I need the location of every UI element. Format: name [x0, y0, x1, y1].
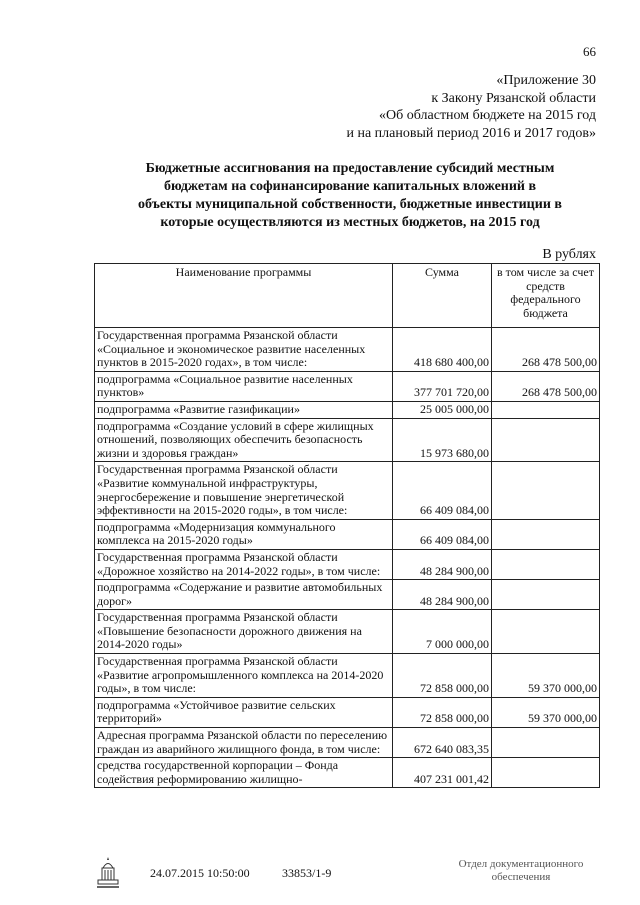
table-row [95, 610, 600, 654]
footer-doc-number: 33853/1-9 [282, 866, 332, 880]
units-label: В рублях [542, 247, 596, 262]
program-name-cell: подпрограмма «Содержание и развитие автомобильных дорог» [95, 580, 393, 610]
program-name-cell: подпрограмма «Создание условий в сфере жилищных отношений, позволяющих обеспечить безопасность жизни и здоровья граждан» [95, 418, 393, 462]
program-name-cell: Государственная программа Рязанской области «Развитие коммунальной инфраструктуры, энергосбережение и повышение энергетической эффективности на 2015-2020 годы», в том числе: [95, 462, 393, 519]
sum-cell: 418 680 400,00 [393, 328, 492, 372]
sum-cell: 377 701 720,00 [393, 371, 492, 401]
federal-sum-cell [492, 519, 600, 549]
program-name-cell: подпрограмма «Модернизация коммунального комплекса на 2015-2020 годы» [95, 519, 393, 549]
federal-sum-cell [492, 728, 600, 758]
program-name-cell: Адресная программа Рязанской области по переселению граждан из аварийного жилищного фонда, в том числе: [95, 728, 393, 758]
sum-cell: 48 284 900,00 [393, 549, 492, 579]
table-row [95, 654, 600, 698]
program-name-cell: подпрограмма «Социальное развитие населенных пунктов» [95, 371, 393, 401]
sum-cell: 7 000 000,00 [393, 610, 492, 654]
table-header-row [95, 264, 600, 328]
table-row [95, 728, 600, 758]
sum-cell: 72 858 000,00 [393, 697, 492, 727]
table-body [95, 328, 600, 788]
footer-datetime: 24.07.2015 10:50:00 [150, 866, 250, 880]
program-name-cell: подпрограмма «Развитие газификации» [95, 401, 393, 418]
annex-line: и на плановый период 2016 и 2017 годов» [346, 125, 596, 141]
title-line: объекты муниципальной собственности, бюджетные инвестиции в [138, 197, 562, 212]
sum-cell: 15 973 680,00 [393, 418, 492, 462]
sum-cell: 407 231 001,42 [393, 758, 492, 788]
header-sum: Сумма [393, 264, 492, 328]
table-row [95, 519, 600, 549]
federal-sum-cell [492, 401, 600, 418]
program-name-cell: Государственная программа Рязанской области «Социальное и экономическое развитие населенных пунктов в 2015-2020 годах», в том числе: [95, 328, 393, 372]
federal-sum-cell [492, 758, 600, 788]
header-program-name: Наименование программы [95, 264, 393, 328]
table-row [95, 549, 600, 579]
annex-line: «Приложение 30 [496, 73, 596, 88]
table-row [95, 462, 600, 519]
sum-cell: 48 284 900,00 [393, 580, 492, 610]
annex-reference [176, 72, 596, 142]
federal-sum-cell: 59 370 000,00 [492, 697, 600, 727]
sum-cell: 25 005 000,00 [393, 401, 492, 418]
department-stamp: Отдел документационного обеспечения [458, 858, 584, 883]
sum-cell: 66 409 084,00 [393, 519, 492, 549]
title-line: Бюджетные ассигнования на предоставление субсидий местным [145, 161, 555, 176]
federal-sum-cell [492, 462, 600, 519]
program-name-cell: подпрограмма «Устойчивое развитие сельских территорий» [95, 697, 393, 727]
table-row [95, 758, 600, 788]
table-row [95, 580, 600, 610]
budget-table [94, 263, 600, 788]
annex-line: к Закону Рязанской области [431, 90, 596, 106]
program-name-cell: Государственная программа Рязанской области «Повышение безопасности дорожного движения на 2014-2020 годы» [95, 610, 393, 654]
federal-sum-cell [492, 549, 600, 579]
sum-cell: 66 409 084,00 [393, 462, 492, 519]
title-line: которые осуществляются из местных бюджетов, на 2015 год [160, 215, 540, 230]
program-name-cell: Государственная программа Рязанской области «Развитие агропромышленного комплекса на 2014-2020 годы», в том числе: [95, 654, 393, 698]
federal-sum-cell [492, 610, 600, 654]
table-row [95, 328, 600, 372]
table-row [95, 401, 600, 418]
building-emblem-icon [96, 856, 120, 890]
table-row [95, 371, 600, 401]
program-name-cell: Государственная программа Рязанской области «Дорожное хозяйство на 2014-2022 годы», в том числе: [95, 549, 393, 579]
header-federal: в том числе за счет средств федерального бюджета [492, 264, 600, 328]
table-row [95, 418, 600, 462]
title-line: бюджетам на софинансирование капитальных вложений в [163, 179, 537, 194]
federal-sum-cell [492, 580, 600, 610]
program-name-cell: средства государственной корпорации – Фонда содействия реформированию жилищно- [95, 758, 393, 788]
federal-sum-cell: 268 478 500,00 [492, 371, 600, 401]
annex-line: «Об областном бюджете на 2015 год [379, 108, 596, 123]
sum-cell: 72 858 000,00 [393, 654, 492, 698]
table-row [95, 697, 600, 727]
sum-cell: 672 640 083,35 [393, 728, 492, 758]
federal-sum-cell: 268 478 500,00 [492, 328, 600, 372]
page-number: 66 [583, 44, 596, 59]
document-title [90, 160, 610, 232]
federal-sum-cell: 59 370 000,00 [492, 654, 600, 698]
federal-sum-cell [492, 418, 600, 462]
